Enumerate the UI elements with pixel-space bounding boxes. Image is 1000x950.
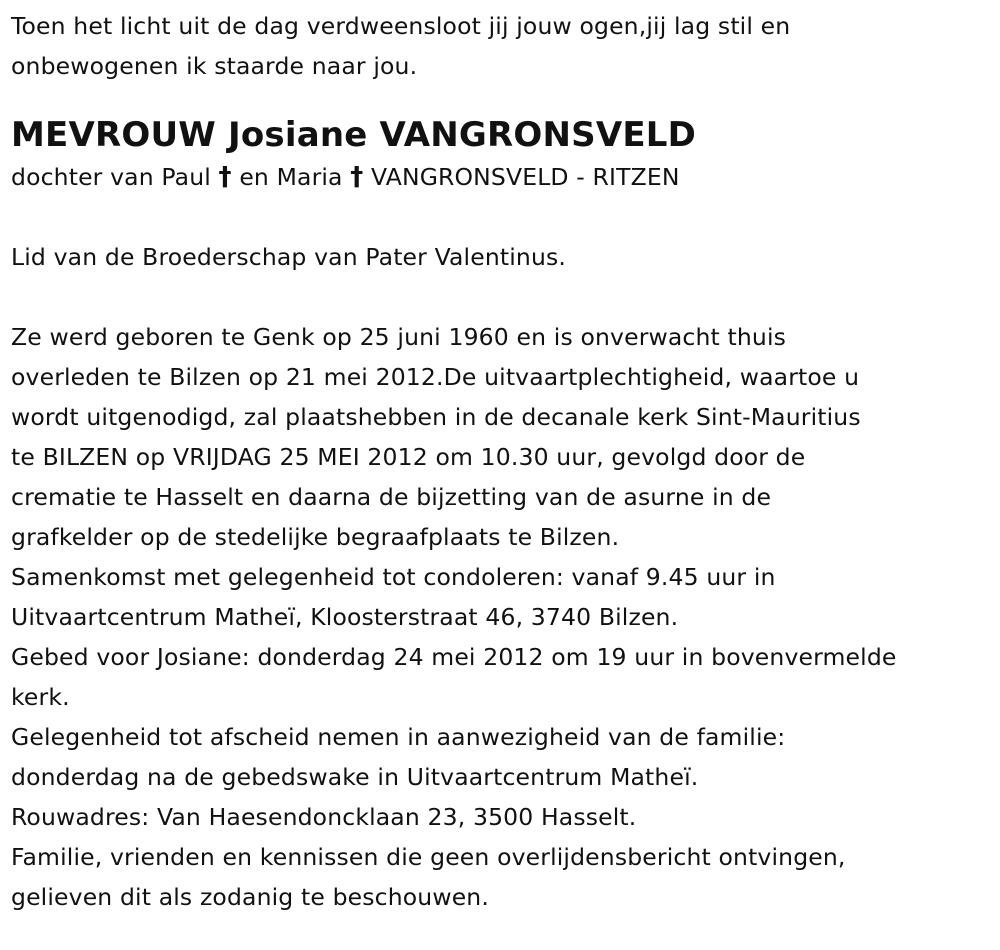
body-line: Gelegenheid tot afscheid nemen in aanwezigheid van de familie:: [11, 723, 786, 751]
spacer: [11, 277, 996, 317]
parents-text: en Maria: [231, 163, 351, 191]
obituary-notice: [11, 0, 996, 917]
body-line: Ze werd geboren te Genk op 25 juni 1960 en is onverwacht thuis: [11, 323, 787, 351]
intro-line: Toen het licht uit de dag verdweensloot jij jouw ogen,jij lag stil en: [11, 12, 791, 40]
body-line: grafkelder op de stedelijke begraafplaats te Bilzen.: [11, 523, 620, 551]
intro-verse: [11, 6, 996, 86]
body-line: Gebed voor Josiane: donderdag 24 mei 2012 om 19 uur in bovenvermelde: [11, 643, 897, 671]
body-line: donderdag na de gebedswake in Uitvaartcentrum Matheï.: [11, 763, 699, 791]
deceased-name: MEVROUW Josiane VANGRONSVELD: [11, 115, 697, 155]
parents-text: VANGRONSVELD - RITZEN: [363, 163, 680, 191]
body-line: Familie, vrienden en kennissen die geen overlijdensbericht ontvingen,: [11, 843, 846, 871]
body-line: Rouwadres: Van Haesendoncklaan 23, 3500 Hasselt.: [11, 803, 637, 831]
parents-line: [11, 157, 996, 197]
body-line: wordt uitgenodigd, zal plaatshebben in de decanale kerk Sint-Mauritius: [11, 403, 861, 431]
membership-line: Lid van de Broederschap van Pater Valentinus.: [11, 243, 567, 271]
body-line: gelieven dit als zodanig te beschouwen.: [11, 883, 489, 911]
body-line: Samenkomst met gelegenheid tot condoleren: vanaf 9.45 uur in: [11, 563, 776, 591]
body-line: Uitvaartcentrum Matheï, Kloosterstraat 46, 3740 Bilzen.: [11, 603, 679, 631]
intro-line: onbewogenen ik staarde naar jou.: [11, 52, 418, 80]
body-line: crematie te Hasselt en daarna de bijzetting van de asurne in de: [11, 483, 772, 511]
body-line: te BILZEN op VRIJDAG 25 MEI 2012 om 10.30 uur, gevolgd door de: [11, 443, 806, 471]
notice-body: [11, 317, 996, 917]
parents-text: dochter van Paul: [11, 163, 219, 191]
spacer: [11, 197, 996, 237]
cross-icon: †: [350, 162, 364, 192]
cross-icon: †: [218, 162, 232, 192]
body-line: overleden te Bilzen op 21 mei 2012.De uitvaartplechtigheid, waartoe u: [11, 363, 860, 391]
body-line: kerk.: [11, 683, 70, 711]
